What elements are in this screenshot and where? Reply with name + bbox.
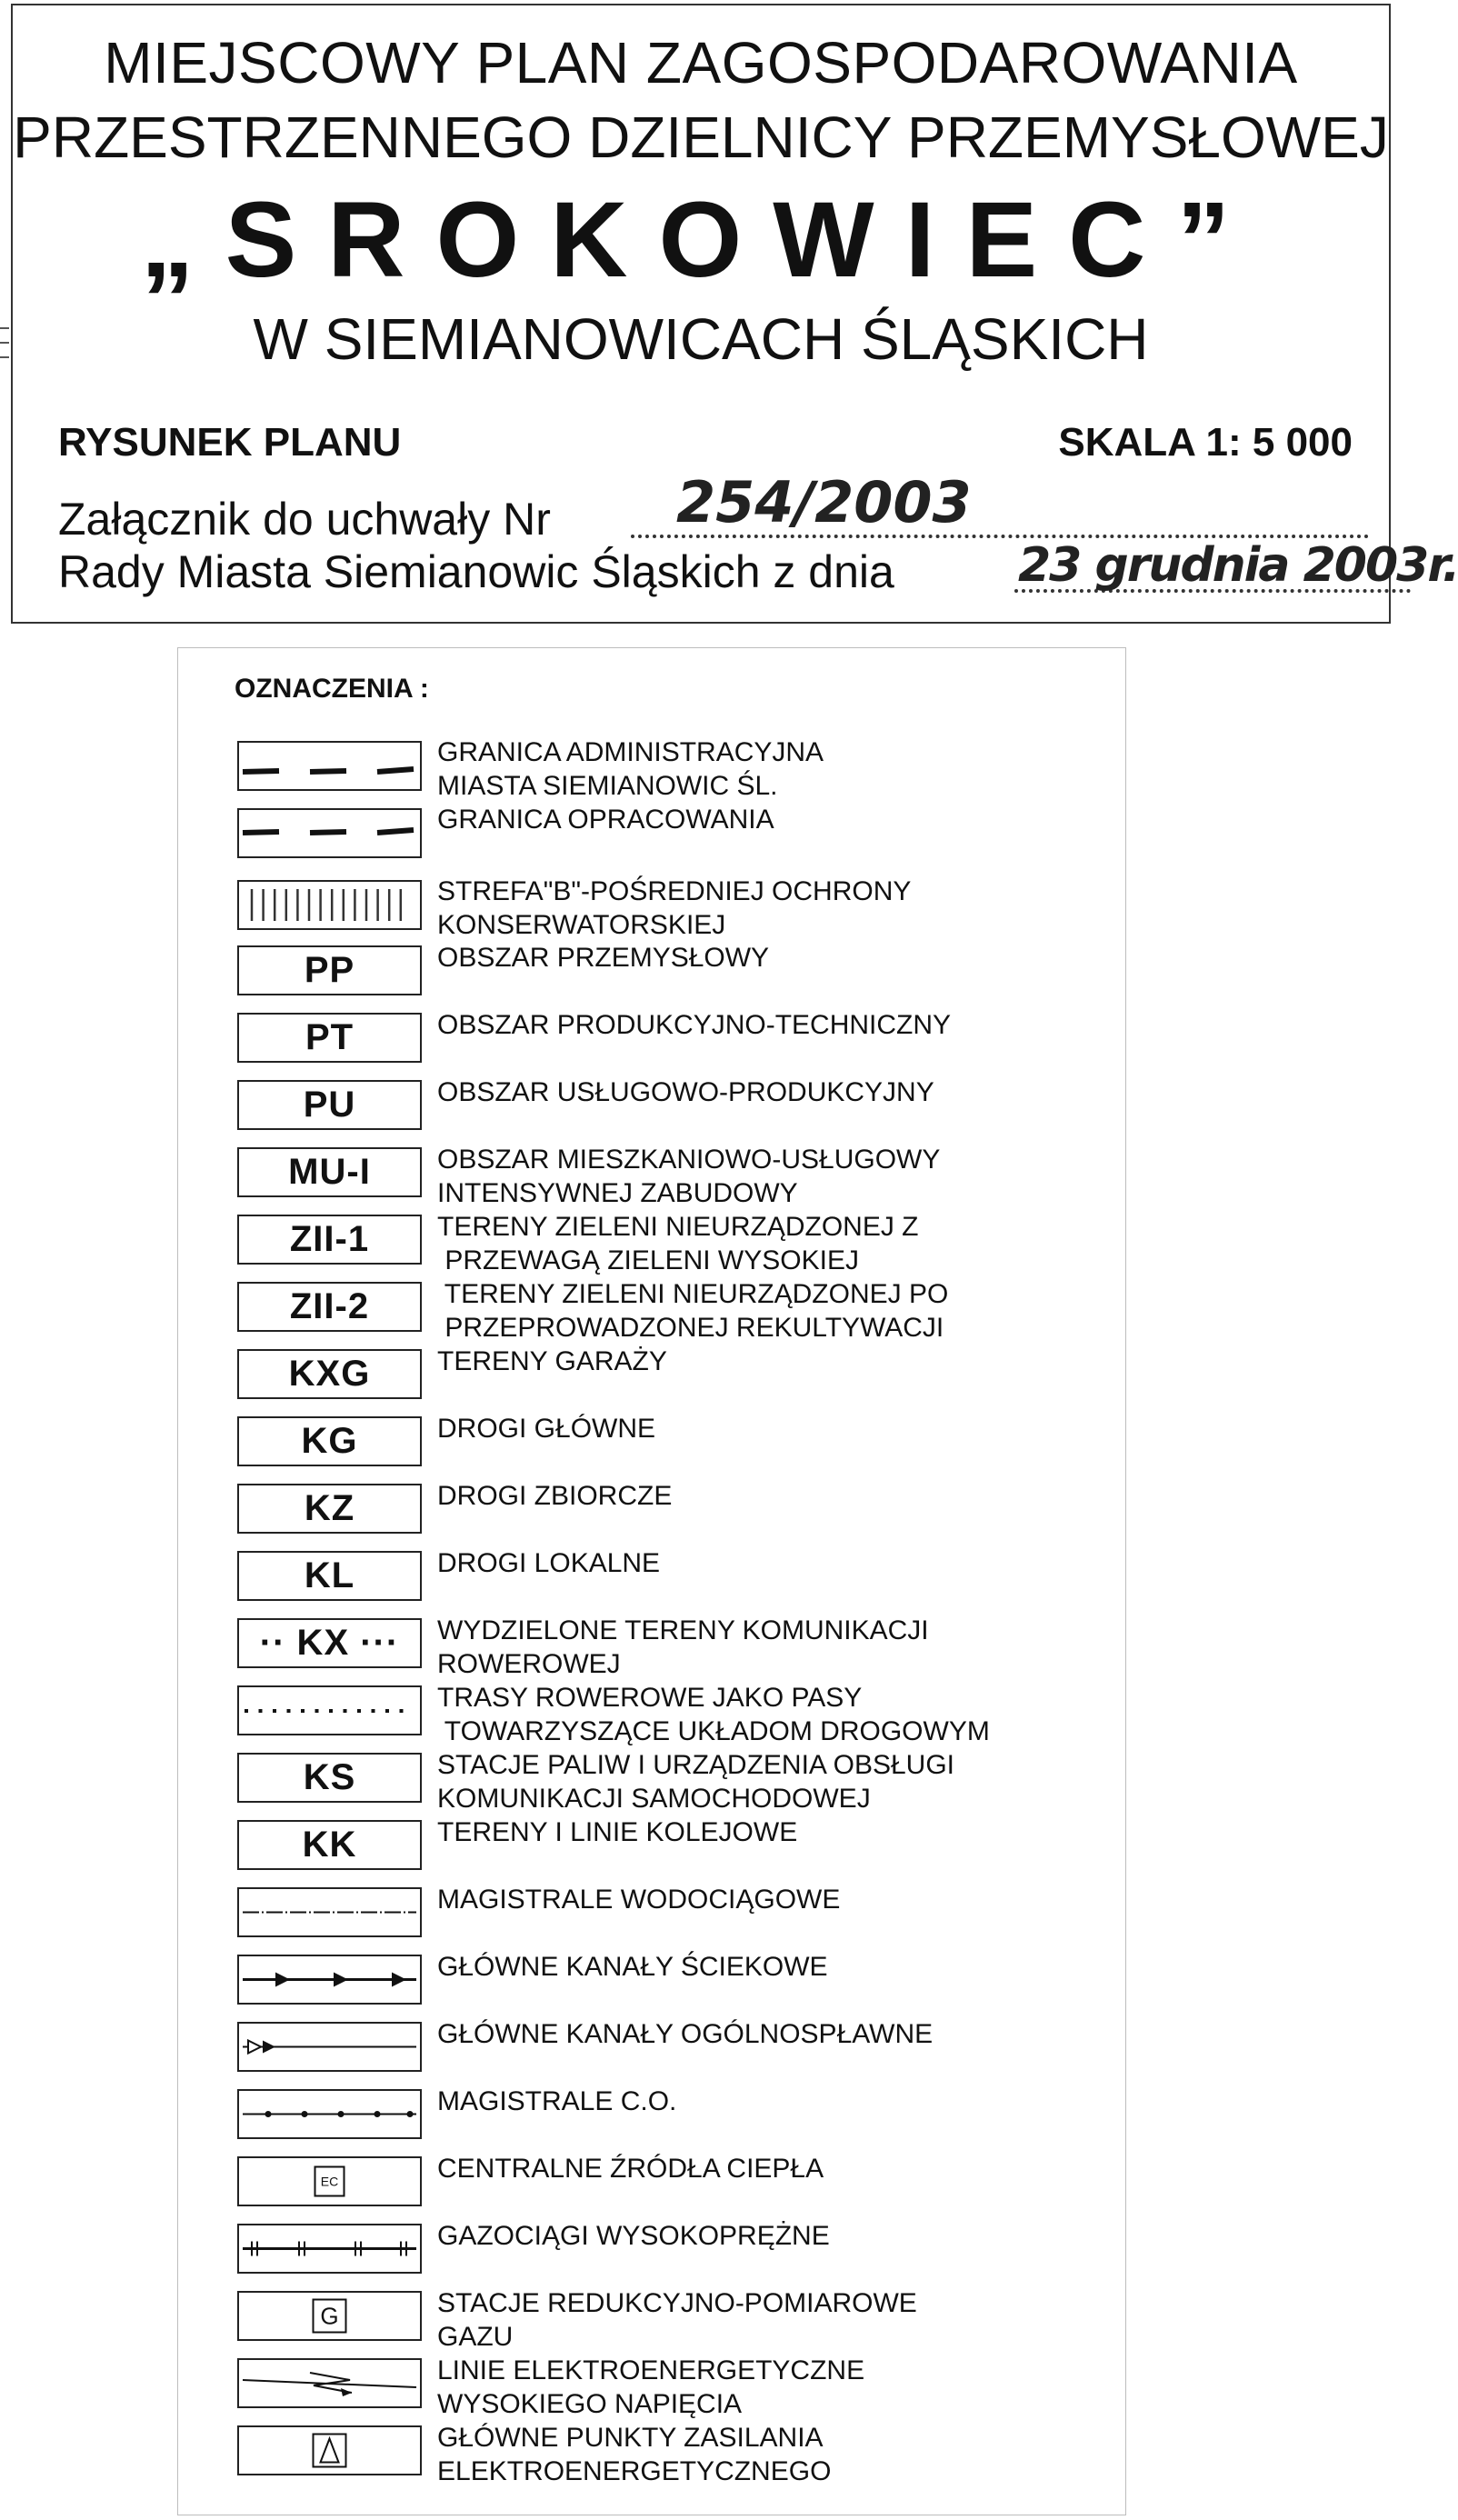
legend-description-line: KONSERWATORSKIEJ [437,910,726,940]
legend-description [437,1883,840,1916]
legend-code: KK [302,1825,357,1865]
scan-edge-mark [0,342,9,344]
study-boundary-glyph [239,810,420,856]
legend-description-line: CENTRALNE ŹRÓDŁA CIEPŁA [437,2154,824,2184]
legend-code-box [237,1820,422,1870]
legend-description [437,1345,667,1378]
legend-description [437,1277,948,1345]
symbol-text: G [320,2302,339,2330]
legend-description-line: MAGISTRALE WODOCIĄGOWE [437,1885,841,1915]
legend-description-line: TERENY ZIELENI NIEURZĄDZONEJ PO [437,1279,949,1309]
legend-description-line: OBSZAR PRZEMYSŁOWY [437,943,770,973]
legend-description-line: TERENY GARAŻY [437,1346,667,1376]
legend-description [437,2152,824,2185]
legend-description-line: STACJE REDUKCYJNO-POMIAROWE [437,2288,917,2318]
legend-description-line: ROWEROWEJ [437,1649,621,1679]
power-supply-point-glyph [239,2427,420,2474]
legend-code: ZII-2 [289,1286,370,1326]
legend-code-box [237,1282,422,1332]
legend-symbol-water-main [237,1887,422,1937]
legend-code: KG [301,1421,358,1461]
title-block [11,4,1458,624]
scale-label: SKALA 1: 5 000 [1058,420,1353,465]
legend-code-box [237,945,422,995]
legend-description [437,803,774,836]
legend-code: ZII-1 [289,1219,370,1259]
legend-symbol-admin-boundary [237,741,422,791]
legend-code-box [237,1551,422,1601]
legend-description [437,1008,951,1042]
legend-description [437,1748,954,1815]
legend-description [437,941,769,975]
legend-code: KS [303,1757,356,1797]
legend-description [437,2354,864,2421]
legend-description-line: WYSOKIEGO NAPIĘCIA [437,2389,743,2419]
legend-symbol-heat-source [237,2156,422,2206]
legend-description [437,2219,830,2253]
legend-symbol-sewer-main [237,1955,422,2005]
legend-symbol-power-supply-point [237,2425,422,2475]
legend-heading: OZNACZENIA : [235,674,429,704]
legend-description [437,1412,655,1445]
legend-symbol-bike-route [237,1685,422,1735]
legend-code-box [237,1147,422,1197]
legend-description [437,1143,940,1210]
legend-code-box [237,1753,422,1803]
legend-symbol-gas-station [237,2291,422,2341]
legend-description-line: PRZEPROWADZONEJ REKULTYWACJI [437,1313,944,1343]
legend-description [437,1479,672,1513]
legend-symbol-conservation-zone [237,880,422,930]
legend-description-line: GŁÓWNE PUNKTY ZASILANIA [437,2423,824,2453]
gas-station-glyph [239,2293,420,2339]
sewer-main-glyph [239,1956,420,2003]
legend-code-box [237,1618,422,1668]
legend-description-line: GŁÓWNE KANAŁY ŚCIEKOWE [437,1952,828,1982]
drawing-label: RYSUNEK PLANU [58,420,402,465]
legend-code: PU [303,1085,356,1125]
legend-description-line: TOWARZYSZĄCE UKŁADOM DROGOWYM [437,1716,990,1746]
legend-description [437,2286,917,2354]
title-line-1: MIEJSCOWY PLAN ZAGOSPODAROWANIA [104,30,1298,95]
legend-symbol-combined-sewer [237,2022,422,2072]
legend-description [437,1815,797,1849]
legend-description-line: OBSZAR MIESZKANIOWO-USŁUGOWY [437,1145,941,1175]
legend-description-line: ELEKTROENERGETYCZNEGO [437,2456,832,2486]
legend-description-line: STACJE PALIW I URZĄDZENIA OBSŁUGI [437,1750,954,1780]
heating-main-glyph [239,2091,420,2137]
legend-symbol-heating-main [237,2089,422,2139]
legend-description-line: GRANICA OPRACOWANIA [437,805,774,835]
legend-description-line: STREFA"B"-POŚREDNIEJ OCHRONY [437,876,912,906]
legend-description-line: GAZU [437,2322,514,2352]
legend-description [437,875,911,942]
legend-description-line: WYDZIELONE TERENY KOMUNIKACJI [437,1615,929,1645]
council-text: Rady Miasta Siemianowic Śląskich z dnia [58,546,894,597]
legend-description-line: DROGI LOKALNE [437,1548,661,1578]
legend-code-box [237,1349,422,1399]
legend-code: ·· KX ··· [259,1623,400,1663]
legend-description [437,1546,660,1580]
legend-description [437,1614,929,1681]
symbol-text: EC [320,2174,339,2189]
legend-description-line: GŁÓWNE KANAŁY OGÓLNOSPŁAWNE [437,2019,934,2049]
legend-code-box [237,1215,422,1265]
legend-code: PP [304,950,355,990]
legend-code-box [237,1484,422,1534]
legend-description-line: INTENSYWNEJ ZABUDOWY [437,1178,798,1208]
legend-code: KXG [288,1354,371,1394]
legend-symbol-hv-line [237,2358,422,2408]
legend-code-box [237,1416,422,1466]
admin-boundary-glyph [239,743,420,789]
legend-description [437,2085,676,2118]
legend-description [437,1681,990,1748]
legend-description-line: DROGI ZBIORCZE [437,1481,673,1511]
scan-edge-mark [0,356,9,358]
hv-line-glyph [239,2360,420,2406]
legend-description [437,2017,933,2051]
scan-edge-mark [0,327,9,329]
legend-description [437,735,824,803]
legend-description [437,1075,934,1109]
legend-code: KZ [304,1488,355,1528]
heat-source-glyph [239,2158,420,2205]
legend-description [437,2421,831,2488]
legend-description-line: GAZOCIĄGI WYSOKOPRĘŻNE [437,2221,830,2251]
legend-code: KL [304,1555,355,1595]
legend-panel [177,647,1126,2515]
legend-description [437,1210,919,1277]
legend-symbol-gas-pipeline [237,2224,422,2274]
title-line-2: PRZESTRZENNEGO DZIELNICY PRZEMYSŁOWEJ [13,105,1389,170]
legend-code-box [237,1080,422,1130]
legend-description-line: DROGI GŁÓWNE [437,1414,656,1444]
legend-description-line: OBSZAR PRODUKCYJNO-TECHNICZNY [437,1010,952,1040]
bike-route-glyph [239,1687,420,1734]
legend-description-line: MIASTA SIEMIANOWIC ŚL. [437,771,778,801]
legend-code-box [237,1013,422,1063]
title-line-4: W SIEMIANOWICACH ŚLĄSKICH [253,306,1149,372]
resolution-date: 23 grudnia 2003r. [1018,538,1458,593]
gas-pipeline-glyph [239,2225,420,2272]
conservation-zone-glyph [239,882,420,928]
legend-description-line: TERENY I LINIE KOLEJOWE [437,1817,798,1847]
legend-code: PT [305,1017,355,1057]
resolution-number: 254/2003 [676,469,972,535]
legend-description-line: LINIE ELEKTROENERGETYCZNE [437,2355,865,2385]
legend-description-line: MAGISTRALE C.O. [437,2086,677,2116]
legend-description-line: KOMUNIKACJI SAMOCHODOWEJ [437,1784,871,1814]
legend-description-line: PRZEWAGĄ ZIELENI WYSOKIEJ [437,1245,859,1275]
annex-text: Załącznik do uchwały Nr [58,494,551,545]
legend-description-line: GRANICA ADMINISTRACYJNA [437,737,824,767]
combined-sewer-glyph [239,2024,420,2070]
water-main-glyph [239,1889,420,1935]
legend-code: MU-I [288,1152,371,1192]
plan-name: „SROKOWIEC” [140,180,1262,300]
legend-description-line: TERENY ZIELENI NIEURZĄDZONEJ Z [437,1212,919,1242]
legend-description-line: OBSZAR USŁUGOWO-PRODUKCYJNY [437,1077,934,1107]
legend-symbol-study-boundary [237,808,422,858]
legend-description [437,1950,828,1984]
legend-description-line: TRASY ROWEROWE JAKO PASY [437,1683,863,1713]
